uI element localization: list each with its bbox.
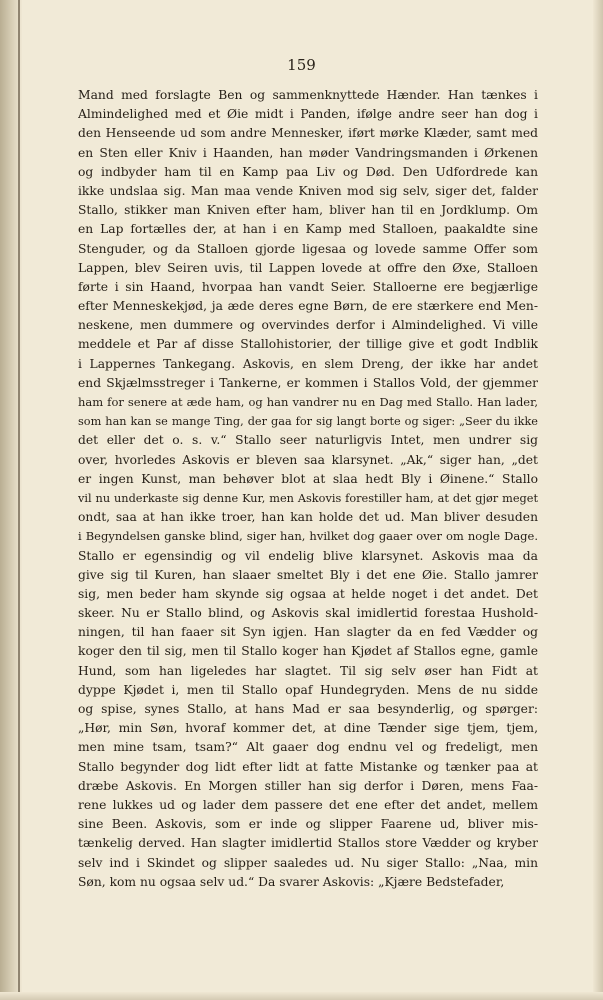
page-number: 159 [287, 56, 316, 74]
text-line: Stallo, stikker man Kniven efter ham, bliver han til en Jordklump. Om [78, 203, 538, 218]
text-line: Søn, kom nu ogsaa selv ud.“ Da svarer Askovis: „Kjære Bedstefader, [78, 874, 505, 889]
text-line: Almindelighed med et Øie midt i Panden, ifølge andre seer han dog i [78, 107, 538, 122]
text-line: Mand med forslagte Ben og sammenknyttede Hænder. Han tænkes i [78, 88, 538, 102]
text-line: en Lap fortælles der, at han i en Kamp med Stalloen, paakaldte sine [78, 222, 538, 237]
text-line: „Hør, min Søn, hvoraf kommer det, at dine Tænder sige tjem, tjem, [78, 721, 538, 736]
text-line: det eller det o. s. v.“ Stallo seer naturligvis Intet, men undrer sig [78, 433, 538, 448]
text-line: vil nu underkaste sig denne Kur, men Askovis forestiller ham, at det gjør meget [78, 491, 538, 505]
text-line: og spise, synes Stallo, at hans Mad er saa besynderlig, og spørger: [78, 702, 538, 716]
text-line: Stallo er egensindig og vil endelig blive klarsynet. Askovis maa da [78, 548, 538, 563]
text-line: er ingen Kunst, man behøver blot at slaa hedt Bly i Øinene.“ Stallo [78, 471, 538, 486]
text-line: Stallo begynder dog lidt efter lidt at fatte Mistanke og tænker paa at [78, 759, 538, 774]
text-line: Hund, som han ligeledes har slagtet. Til sig selv øser han Fidt at [78, 663, 538, 678]
text-line: dræbe Askovis. En Morgen stiller han sig derfor i Døren, mens Faa- [78, 778, 538, 793]
page-edge-bottom [0, 992, 603, 1000]
page-edge-right [593, 0, 603, 1000]
text-line: Stenguder, og da Stalloen gjorde ligesaa og lovede samme Offer som [78, 241, 538, 256]
text-line: ikke undslaa sig. Man maa vende Kniven mod sig selv, siger det, falder [78, 183, 538, 198]
text-line: tænkelig derved. Han slagter imidlertid Stallos store Vædder og kryber [78, 836, 538, 851]
text-line: selv ind i Skindet og slipper saaledes ud. Nu siger Stallo: „Naa, min [78, 855, 538, 870]
text-line: den Henseende ud som andre Mennesker, iført mørke Klæder, samt med [78, 126, 538, 141]
text-line: ham for senere at æde ham, og han vandrer nu en Dag med Stallo. Han lader, [78, 395, 538, 409]
body-text [78, 86, 538, 892]
text-line: i Begyndelsen ganske blind, siger han, hvilket dog gaaer over om nogle Dage. [78, 529, 538, 544]
text-line: give sig til Kuren, han slaaer smeltet Bly i det ene Øie. Stallo jamrer [78, 567, 538, 582]
text-line: en Sten eller Kniv i Haanden, han møder Vandringsmanden i Ørkenen [78, 145, 538, 160]
text-line: ningen, til han faaer sit Syn igjen. Han slagter da en fed Vædder og [78, 625, 538, 640]
text-line: koger den til sig, men til Stallo koger han Kjødet af Stallos egne, gamle [78, 644, 538, 659]
text-line: dyppe Kjødet i, men til Stallo opaf Hundegryden. Mens de nu sidde [78, 682, 538, 697]
text-line: skeer. Nu er Stallo blind, og Askovis skal imidlertid forestaa Hushold- [78, 606, 538, 621]
spine-shadow-line [18, 0, 20, 1000]
text-line: sine Been. Askovis, som er inde og slipper Faarene ud, bliver mis- [78, 817, 538, 832]
text-line: i Lappernes Tankegang. Askovis, en slem Dreng, der ikke har andet [78, 356, 538, 371]
text-line: Lappen, blev Seiren uvis, til Lappen lovede at offre den Øxe, Stalloen [78, 260, 538, 275]
text-line: men mine tsam, tsam?“ Alt gaaer dog endnu vel og fredeligt, men [78, 740, 538, 755]
text-line: førte i sin Haand, hvorpaa han vandt Seier. Stalloerne ere begjærlige [78, 279, 538, 294]
text-line: neskene, men dummere og overvindes derfor i Almindelighed. Vi ville [78, 318, 538, 333]
text-line: end Skjælmsstreger i Tankerne, er kommen i Stallos Vold, der gjemmer [78, 375, 538, 390]
text-line: og indbyder ham til en Kamp paa Liv og Død. Den Udfordrede kan [78, 164, 538, 179]
text-line: efter Menneskekjød, ja æde deres egne Børn, de ere stærkere end Men- [78, 299, 538, 314]
text-line: over, hvorledes Askovis er bleven saa klarsynet. „Ak,“ siger han, „det [78, 452, 538, 467]
text-line: ondt, saa at han ikke troer, han kan holde det ud. Man bliver desuden [78, 510, 538, 525]
text-line: rene lukkes ud og lader dem passere det ene efter det andet, mellem [78, 797, 538, 812]
text-line: sig, men beder ham skynde sig ogsaa at helde noget i det andet. Det [78, 586, 538, 601]
text-line: meddele et Par af disse Stallohistorier, der tillige give et godt Indblik [78, 337, 538, 352]
text-line: som han kan se mange Ting, der gaa for sig langt borte og siger: „Seer du ikke [78, 415, 538, 429]
